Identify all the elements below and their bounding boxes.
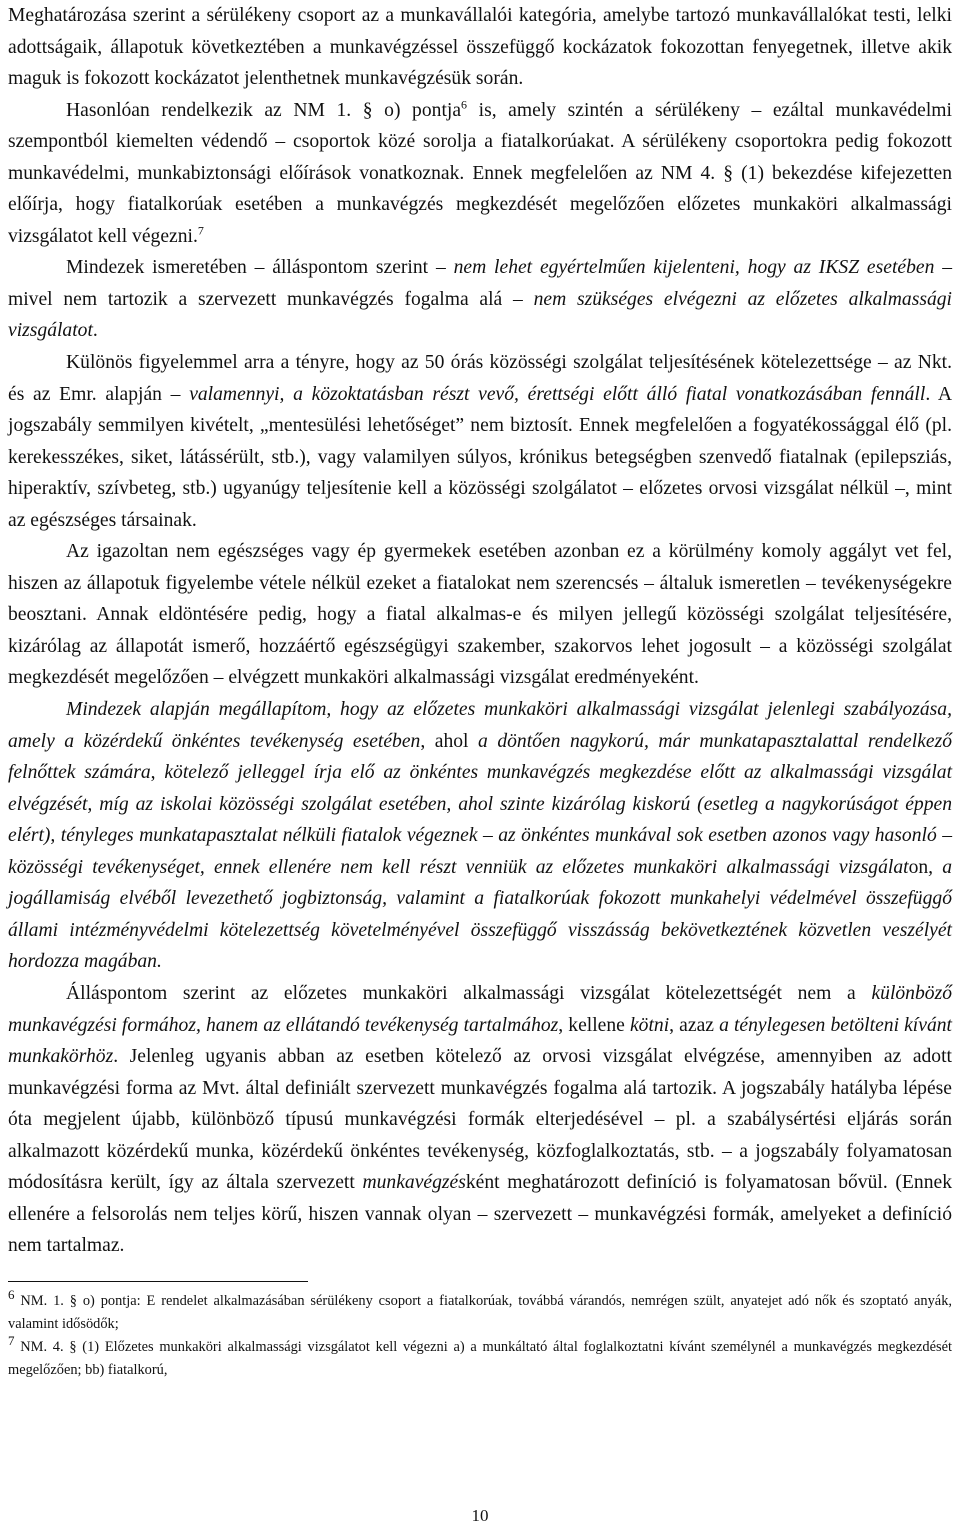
footnote-text: NM. 4. § (1) Előzetes munkaköri alkalmassági vizsgálatot kell végezni a) a munkáltató által foglalkoztatni kívánt személynél a munkavégzés megkezdését megelőzően; bb) fiatalkorú,: [8, 1338, 952, 1378]
emphasis-text: valamennyi, a közoktatásban részt vevő, érettségi előtt álló fiatal vonatkozásában fennáll: [189, 383, 926, 405]
paragraph: [8, 0, 952, 95]
footnote-number: 7: [8, 1333, 15, 1349]
body-text: [8, 0, 952, 1262]
paragraph: [8, 252, 952, 347]
paragraph: [8, 694, 952, 978]
text-run: , ahol: [420, 730, 479, 752]
text-run: , kellene: [558, 1014, 630, 1036]
emphasis-text: nem szükséges elvégezni az előzetes alkalmassági vizsgálatot: [8, 288, 952, 342]
footnote-reference: 6: [461, 97, 468, 112]
footnote: [8, 1333, 952, 1382]
emphasis-text: a döntően nagykorú, már munkatapasztalattal rendelkező felnőttek számára: [8, 730, 953, 784]
text-run: , azaz: [669, 1014, 720, 1036]
emphasis-text: munkavégzés: [362, 1172, 466, 1194]
footnotes: [8, 1287, 952, 1382]
text-run: on: [908, 856, 929, 878]
paragraph: [8, 95, 952, 253]
text-run: Hasonlóan rendelkezik az NM 1. § o) pontja: [66, 99, 462, 121]
text-run: Meghatározása szerint a sérülékeny csoport az a munkavállalói kategória, amelybe tartozó munkavállalókat testi, lelki adottságaik, állapotuk következtében a munkavégzéssel összefüggő kockázatok fokozottan fenyegetnek, illetve akik maguk is fokozott kockázatot jelenthetnek munkavégzésük során.: [8, 5, 952, 90]
emphasis-text: kötelező jelleggel írja elő az önkéntes munkavégzés megkezdése előtt az alkalmassági vizsgálat elvégzését, míg az iskolai közösségi szolgálat esetében, ahol szinte kizárólag kiskorú (esetleg a nagykorúságot éppen elért), tényleges munkatapasztalat nélküli fiatalok végeznek – az önkéntes munkával sok esetben azonos vagy hasonló – közösségi tevékenységet, ennek ellenére nem kell részt venniük az előzetes munkaköri alkalmassági vizsgálat: [8, 762, 953, 878]
page-number: 10: [471, 1506, 489, 1525]
text-run: Mindezek ismeretében – álláspontom szerint –: [66, 257, 454, 279]
text-run: . Jelenleg ugyanis abban az esetben kötelező az orvosi vizsgálat elvégzése, amennyiben az adott munkavégzési forma az Mvt. által definiált szervezett munkavégzés fogalma alá tartozik. A jogszabály hatályba lépése óta megjelent újabb, különböző típusú munkavégzési formák elterjedésével – pl. a szabálysértési eljárás során alkalmazott közérdekű munka, közérdekű önkéntes tevékenység, közfoglalkoztatás, stb. – a jogszabály folyamatosan módosításra került, így az általa szervezett: [8, 1046, 952, 1194]
text-run: is, amely szintén a sérülékeny – ezáltal munkavédelmi szempontból kiemelten védendő – csoportok közé sorolja a fiatalkorúakat. A sérülékeny csoportokra pedig fokozott munkavédelmi, munkabiztonsági előírások vonatkoznak. Ennek megfelelően az NM 4. § (1) bekezdése kifejezetten előírja, hogy fiatalkorúak esetében a munkavégzés megkezdését megelőzően előzetes munkaköri alkalmassági vizsgálatot kell végezni.: [8, 99, 952, 247]
text-run: ként meghatározott definíció is folyamatosan bővül. (Ennek ellenére a felsorolás nem teljes körű, hiszen vannak olyan – szervezett – munkavégzési formák, amelyeket a definíció nem tartalmaz.: [8, 1172, 952, 1257]
emphasis-text: különböző munkavégzési formához, hanem az ellátandó tevékenység tartalmához: [8, 982, 952, 1036]
footnote-reference: 7: [197, 223, 204, 238]
text-run: Különös figyelemmel arra a tényre, hogy az 50 órás közösségi szolgálat teljesítésének kötelezettsége – az Nkt. és az Emr. alapján –: [8, 352, 952, 405]
footnote-number: 6: [8, 1287, 15, 1303]
text-run: – mivel nem tartozik a szervezett munkavégzés fogalma alá –: [8, 257, 952, 310]
text-run: Álláspontom szerint az előzetes munkaköri alkalmassági vizsgálat kötelezettségét nem a: [66, 982, 872, 1004]
emphasis-text: , a jogállamiság elvéből levezethető jogbiztonság, valamint a fiatalkorúak fokozott munkahelyi védelmével összefüggő állami intézményvédelmi kötelezettség követelményével összefüggő visszásság bekövetkeztének közvetlen veszélyét hordozza magában.: [8, 856, 952, 973]
footnote-separator: [8, 1281, 308, 1282]
emphasis-text: kötni: [629, 1014, 670, 1036]
footnote: [8, 1287, 952, 1336]
text-run: .: [92, 320, 98, 342]
paragraph: [8, 978, 952, 1262]
text-run: Az igazoltan nem egészséges vagy ép gyermekek esetében azonban ez a körülmény komoly aggályt vet fel, hiszen az állapotuk figyelembe vétele nélkül ezeket a fiatalokat nem szerencsés – általuk ismeretlen – tevékenységekre beosztani. Annak eldöntésére pedig, hogy a fiatal alkalmas-e és milyen jellegű közösségi szolgálat teljesítésére, kizárólag az állapotát ismerő, hozzáértő egészségügyi szakember, szakorvos lehet jogosult – a közösségi szolgálat megkezdését megelőzően – elvégzett munkaköri alkalmassági vizsgálat eredményeként.: [8, 541, 952, 689]
emphasis-text: nem lehet egyértelműen kijelenteni, hogy az IKSZ esetében: [453, 257, 935, 279]
paragraph: [8, 347, 952, 536]
text-run: ,: [150, 762, 165, 784]
text-run: . A jogszabály semmilyen kivételt, „mentesülési lehetőséget” nem biztosít. Ennek megfelelően a fogyatékossággal élő (pl. kerekesszékes, siket, látássérült, stb.), vagy valamilyen súlyos, krónikus betegségben szenvedő fiatalnak (epilepsziás, hiperaktív, szívbeteg, stb.) ugyanúgy teljesítenie kell a közösségi szolgálatot – előzetes orvosi vizsgálat nélkül –, mint az egészséges társainak.: [8, 383, 952, 531]
emphasis-text: Mindezek alapján megállapítom, hogy az előzetes munkaköri alkalmassági vizsgálat jelenlegi szabályozása, amely a közérdekű önkéntes tevékenység esetében: [8, 699, 952, 752]
footnote-text: NM. 1. § o) pontja: E rendelet alkalmazásában sérülékeny csoport a fiatalkorúak, továbbá várandós, nemrégen szült, anyatejet adó nők és szoptató anyák, valamint idősödők;: [8, 1292, 952, 1332]
paragraph: [8, 536, 952, 694]
emphasis-text: a ténylegesen betölteni kívánt munkakörhöz: [8, 1014, 952, 1068]
